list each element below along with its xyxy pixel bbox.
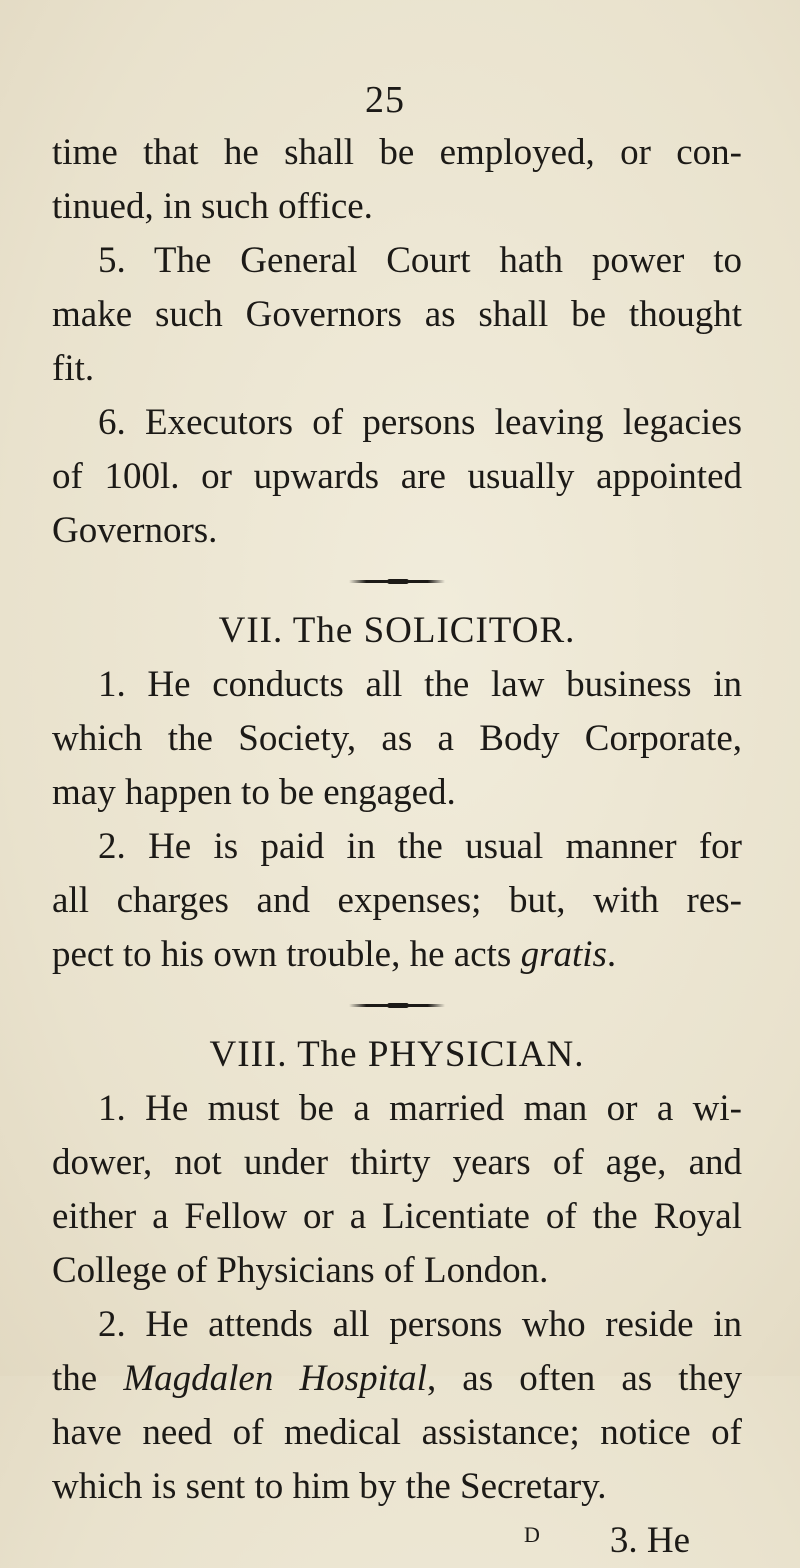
text-line: 1. He must be a married man or a wi- — [98, 1088, 742, 1129]
page-body — [52, 126, 742, 1568]
text-run: . — [606, 934, 617, 975]
text-line: College of Physicians of London. — [52, 1250, 549, 1291]
text-line — [52, 1352, 742, 1406]
text-line: tinued, in such office. — [52, 186, 373, 227]
signature-mark: D — [524, 1522, 540, 1547]
text-line: of 100l. or upwards are usually appointed — [52, 456, 742, 497]
text-line: Governors. — [52, 510, 218, 551]
text-run: pect to his own trouble, he acts — [52, 934, 521, 975]
page-number: 25 — [365, 79, 405, 121]
text-line: may happen to be engaged. — [52, 772, 456, 813]
text-run: , as often as they — [426, 1358, 743, 1399]
text-line: dower, not under thirty years of age, and — [52, 1142, 742, 1183]
section-divider — [52, 982, 742, 1028]
text-line: make such Governors as shall be thought — [52, 294, 742, 335]
text-line: 2. He attends all persons who reside in — [98, 1304, 742, 1345]
text-line: 6. Executors of persons leaving legacies — [98, 402, 742, 443]
section-heading-physician: VIII. The PHYSICIAN. — [209, 1034, 585, 1075]
section-heading-solicitor: VII. The SOLICITOR. — [218, 610, 576, 651]
text-line: 5. The General Court hath power to — [98, 240, 742, 281]
italic-term: gratis — [520, 934, 607, 975]
text-line: which is sent to him by the Secretary. — [52, 1466, 607, 1507]
text-line: 1. He conducts all the law business in — [98, 664, 742, 705]
text-line: fit. — [52, 348, 95, 389]
page-footer — [52, 1514, 742, 1568]
text-line: time that he shall be employed, or con- — [52, 132, 742, 173]
text-line: have need of medical assistance; notice of — [52, 1412, 742, 1453]
text-line: either a Fellow or a Licentiate of the Royal — [52, 1196, 742, 1237]
text-run: the — [52, 1358, 124, 1399]
text-line: all charges and expenses; but, with res- — [52, 880, 742, 921]
section-divider — [52, 558, 742, 604]
italic-term: Magdalen Hospital — [123, 1358, 427, 1399]
text-line — [52, 928, 742, 982]
catchword: 3. He — [609, 1520, 690, 1561]
text-line: 2. He is paid in the usual manner for — [98, 826, 742, 867]
text-line: which the Society, as a Body Corporate, — [52, 718, 742, 759]
